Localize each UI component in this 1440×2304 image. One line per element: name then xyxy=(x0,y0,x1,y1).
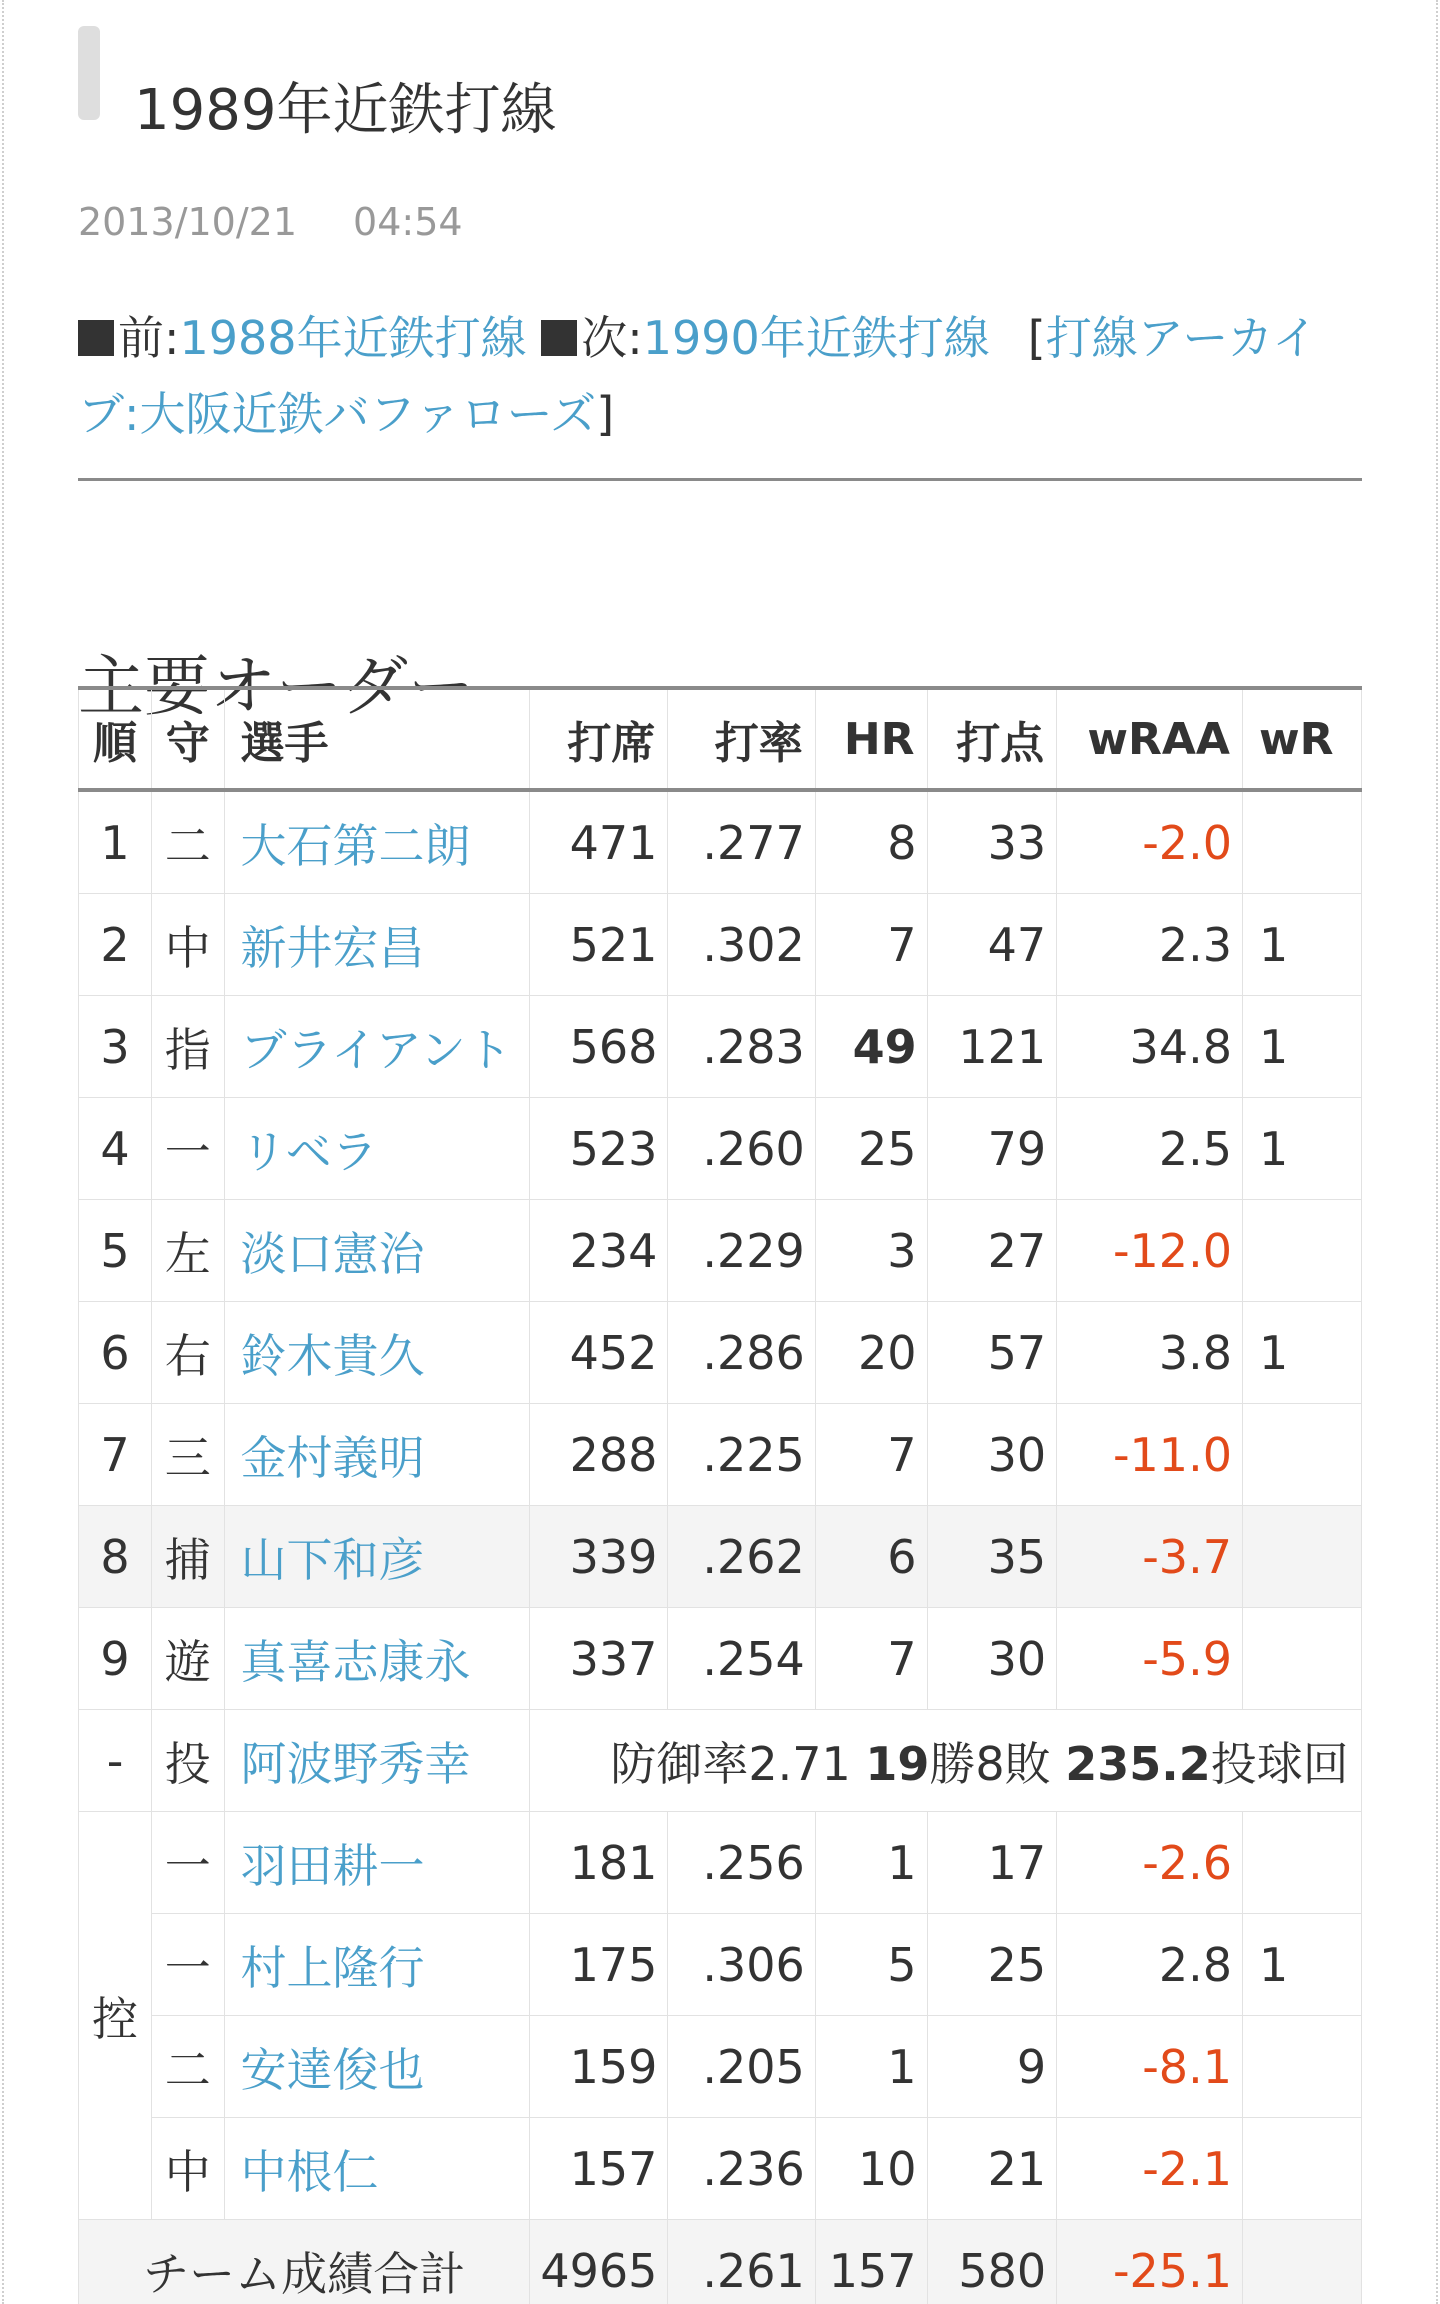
cell-pa: 175 xyxy=(530,1914,668,2016)
cell-order: 1 xyxy=(79,790,152,894)
cell-position: 指 xyxy=(152,996,224,1098)
lineup-table xyxy=(78,686,1362,2304)
cell-rbi: 9 xyxy=(927,2016,1057,2118)
cell-wraa: 34.8 xyxy=(1057,996,1243,1098)
header-position: 守 xyxy=(152,688,224,790)
cell-player xyxy=(224,1812,530,1914)
cell-pa: 568 xyxy=(530,996,668,1098)
cell-avg: .277 xyxy=(668,790,815,894)
cell-player xyxy=(224,1608,530,1710)
header-rbi: 打点 xyxy=(927,688,1057,790)
cell-pa: 288 xyxy=(530,1404,668,1506)
pitcher-stats xyxy=(530,1710,1362,1812)
cell-bench-label: 控 xyxy=(79,1812,152,2220)
team-total-row xyxy=(79,2220,1362,2304)
cell-hr-leader: 49 xyxy=(815,996,927,1098)
player-link[interactable]: 羽田耕一 xyxy=(240,1838,425,1893)
cell-avg: .286 xyxy=(668,1302,815,1404)
cell-pa: 181 xyxy=(530,1812,668,1914)
post-date: 2013/10/21 xyxy=(78,200,298,244)
cell-rbi: 17 xyxy=(927,1812,1057,1914)
cell-player xyxy=(224,1404,530,1506)
cell-avg: .225 xyxy=(668,1404,815,1506)
table-row xyxy=(79,790,1362,894)
cell-wr: 1 xyxy=(1242,1098,1361,1200)
pitcher-record: 勝8敗 xyxy=(929,1736,1066,1791)
cell-pa: 452 xyxy=(530,1302,668,1404)
page-title: 1989年近鉄打線 xyxy=(134,77,557,143)
table-header-row xyxy=(79,688,1362,790)
cell-avg: .205 xyxy=(668,2016,815,2118)
archive-link[interactable]: 打線アーカイブ:大阪近鉄バファローズ xyxy=(78,311,1319,441)
cell-hr: 8 xyxy=(815,790,927,894)
header-wr: wR xyxy=(1242,688,1361,790)
table-row xyxy=(79,1098,1362,1200)
post-datetime xyxy=(78,200,463,244)
cell-avg: .306 xyxy=(668,1914,815,2016)
cell-avg: .261 xyxy=(668,2220,815,2304)
cell-pa: 339 xyxy=(530,1506,668,1608)
player-link[interactable]: 新井宏昌 xyxy=(240,920,425,975)
cell-pa: 234 xyxy=(530,1200,668,1302)
table-row xyxy=(79,1608,1362,1710)
cell-rbi: 47 xyxy=(927,894,1057,996)
cell-hr: 7 xyxy=(815,894,927,996)
cell-total-label: チーム成績合計 xyxy=(79,2220,530,2304)
cell-wraa: -3.7 xyxy=(1057,1506,1243,1608)
cell-player xyxy=(224,1302,530,1404)
cell-pa: 157 xyxy=(530,2118,668,2220)
cell-rbi: 25 xyxy=(927,1914,1057,2016)
cell-hr: 5 xyxy=(815,1914,927,2016)
player-link[interactable]: 金村義明 xyxy=(240,1430,425,1485)
cell-position: 中 xyxy=(152,2118,224,2220)
player-link[interactable]: 安達俊也 xyxy=(240,2042,425,2097)
cell-player xyxy=(224,1506,530,1608)
cell-wraa: -25.1 xyxy=(1057,2220,1243,2304)
cell-order: 5 xyxy=(79,1200,152,1302)
title-accent-bar xyxy=(78,26,100,120)
player-link[interactable]: 大石第二朗 xyxy=(240,818,471,873)
cell-wraa: 3.8 xyxy=(1057,1302,1243,1404)
cell-wr: 1 xyxy=(1242,1914,1361,2016)
cell-hr: 1 xyxy=(815,1812,927,1914)
cell-rbi: 21 xyxy=(927,2118,1057,2220)
cell-avg: .229 xyxy=(668,1200,815,1302)
player-link[interactable]: 阿波野秀幸 xyxy=(240,1736,471,1791)
table-row xyxy=(79,894,1362,996)
cell-pa: 471 xyxy=(530,790,668,894)
cell-position: 一 xyxy=(152,1812,224,1914)
cell-hr: 7 xyxy=(815,1608,927,1710)
cell-position: 左 xyxy=(152,1200,224,1302)
pitcher-era: 防御率2.71 xyxy=(610,1736,866,1791)
cell-rbi: 79 xyxy=(927,1098,1057,1200)
cell-order: 6 xyxy=(79,1302,152,1404)
cell-position: 一 xyxy=(152,1914,224,2016)
cell-wr xyxy=(1242,790,1361,894)
cell-wraa: 2.8 xyxy=(1057,1914,1243,2016)
cell-wr: 1 xyxy=(1242,894,1361,996)
cell-position: 右 xyxy=(152,1302,224,1404)
right-page-border xyxy=(1436,0,1438,2304)
cell-hr: 157 xyxy=(815,2220,927,2304)
next-label: 次: xyxy=(581,311,643,365)
table-row xyxy=(79,1914,1362,2016)
prev-link[interactable]: 1988年近鉄打線 xyxy=(179,311,527,365)
player-link[interactable]: 中根仁 xyxy=(240,2144,379,2199)
lineup-table-scroll[interactable] xyxy=(78,686,1362,2304)
cell-pa: 523 xyxy=(530,1098,668,1200)
player-link[interactable]: リベラ xyxy=(240,1124,378,1179)
cell-player xyxy=(224,1200,530,1302)
pitcher-wins: 19 xyxy=(865,1736,930,1791)
section-divider xyxy=(78,478,1362,481)
cell-wr xyxy=(1242,1812,1361,1914)
cell-rbi: 30 xyxy=(927,1404,1057,1506)
archive-close-bracket: ] xyxy=(596,387,615,441)
cell-position: 投 xyxy=(152,1710,224,1812)
cell-rbi: 33 xyxy=(927,790,1057,894)
cell-avg: .254 xyxy=(668,1608,815,1710)
cell-wraa: 2.3 xyxy=(1057,894,1243,996)
cell-player xyxy=(224,894,530,996)
cell-order: 9 xyxy=(79,1608,152,1710)
pitcher-ip: 235.2 xyxy=(1065,1736,1211,1791)
table-row xyxy=(79,1302,1362,1404)
header-wraa: wRAA xyxy=(1057,688,1243,790)
cell-avg: .283 xyxy=(668,996,815,1098)
cell-avg: .302 xyxy=(668,894,815,996)
cell-hr: 1 xyxy=(815,2016,927,2118)
header-pa: 打席 xyxy=(530,688,668,790)
cell-wr xyxy=(1242,2118,1361,2220)
cell-pa: 159 xyxy=(530,2016,668,2118)
player-link[interactable]: 山下和彦 xyxy=(240,1532,425,1587)
cell-wraa: -2.0 xyxy=(1057,790,1243,894)
cell-pa: 4965 xyxy=(530,2220,668,2304)
table-row xyxy=(79,996,1362,1098)
cell-rbi: 27 xyxy=(927,1200,1057,1302)
cell-position: 二 xyxy=(152,790,224,894)
cell-wr: 1 xyxy=(1242,996,1361,1098)
next-link[interactable]: 1990年近鉄打線 xyxy=(642,311,990,365)
cell-wraa: -11.0 xyxy=(1057,1404,1243,1506)
player-link[interactable]: 鈴木貴久 xyxy=(240,1328,425,1383)
cell-player xyxy=(224,1098,530,1200)
cell-player xyxy=(224,2118,530,2220)
cell-wraa: 2.5 xyxy=(1057,1098,1243,1200)
cell-order: 8 xyxy=(79,1506,152,1608)
cell-order: 7 xyxy=(79,1404,152,1506)
cell-position: 捕 xyxy=(152,1506,224,1608)
cell-player xyxy=(224,790,530,894)
cell-avg: .236 xyxy=(668,2118,815,2220)
header-avg: 打率 xyxy=(668,688,815,790)
pitcher-row xyxy=(79,1710,1362,1812)
header-order: 順 xyxy=(79,688,152,790)
cell-wr xyxy=(1242,1200,1361,1302)
player-link[interactable]: 淡口憲治 xyxy=(240,1226,425,1281)
cell-hr: 25 xyxy=(815,1098,927,1200)
cell-order: 2 xyxy=(79,894,152,996)
cell-rbi: 35 xyxy=(927,1506,1057,1608)
cell-avg: .262 xyxy=(668,1506,815,1608)
pitcher-ip-label: 投球回 xyxy=(1210,1736,1349,1791)
cell-position: 遊 xyxy=(152,1608,224,1710)
cell-rbi: 580 xyxy=(927,2220,1057,2304)
section-heading: 主要オーダー xyxy=(78,647,474,725)
cell-rbi: 57 xyxy=(927,1302,1057,1404)
series-navigation xyxy=(78,300,1362,452)
cell-order: 3 xyxy=(79,996,152,1098)
cell-pa: 521 xyxy=(530,894,668,996)
post-time: 04:54 xyxy=(353,200,463,244)
cell-hr: 20 xyxy=(815,1302,927,1404)
square-bullet-icon xyxy=(78,320,114,356)
archive-open-bracket: [ xyxy=(1027,311,1046,365)
cell-wr xyxy=(1242,1404,1361,1506)
cell-hr: 10 xyxy=(815,2118,927,2220)
cell-player xyxy=(224,1914,530,2016)
cell-avg: .256 xyxy=(668,1812,815,1914)
cell-wr xyxy=(1242,1506,1361,1608)
cell-position: 三 xyxy=(152,1404,224,1506)
cell-wr: 1 xyxy=(1242,1302,1361,1404)
cell-hr: 3 xyxy=(815,1200,927,1302)
cell-rbi: 121 xyxy=(927,996,1057,1098)
cell-player xyxy=(224,1710,530,1812)
prev-label: 前: xyxy=(118,311,180,365)
cell-pa: 337 xyxy=(530,1608,668,1710)
cell-wr xyxy=(1242,1608,1361,1710)
cell-position: 中 xyxy=(152,894,224,996)
cell-hr: 7 xyxy=(815,1404,927,1506)
cell-hr: 6 xyxy=(815,1506,927,1608)
table-row xyxy=(79,1404,1362,1506)
header-player: 選手 xyxy=(224,688,530,790)
cell-position: 二 xyxy=(152,2016,224,2118)
header-hr: HR xyxy=(815,688,927,790)
cell-wraa: -8.1 xyxy=(1057,2016,1243,2118)
cell-player xyxy=(224,996,530,1098)
table-row xyxy=(79,1812,1362,1914)
cell-position: 一 xyxy=(152,1098,224,1200)
cell-wraa: -2.1 xyxy=(1057,2118,1243,2220)
cell-wr xyxy=(1242,2220,1361,2304)
cell-avg: .260 xyxy=(668,1098,815,1200)
left-page-border xyxy=(2,0,4,2304)
player-link[interactable]: 真喜志康永 xyxy=(240,1634,471,1689)
table-row xyxy=(79,2016,1362,2118)
cell-wr xyxy=(1242,2016,1361,2118)
square-bullet-icon xyxy=(541,320,577,356)
table-row xyxy=(79,2118,1362,2220)
cell-order: 4 xyxy=(79,1098,152,1200)
cell-wraa: -2.6 xyxy=(1057,1812,1243,1914)
cell-wraa: -12.0 xyxy=(1057,1200,1243,1302)
cell-order: - xyxy=(79,1710,152,1812)
player-link[interactable]: ブライアント xyxy=(240,1022,512,1077)
table-row xyxy=(79,1200,1362,1302)
cell-rbi: 30 xyxy=(927,1608,1057,1710)
table-row xyxy=(79,1506,1362,1608)
cell-player xyxy=(224,2016,530,2118)
cell-wraa: -5.9 xyxy=(1057,1608,1243,1710)
player-link[interactable]: 村上隆行 xyxy=(240,1940,425,1995)
